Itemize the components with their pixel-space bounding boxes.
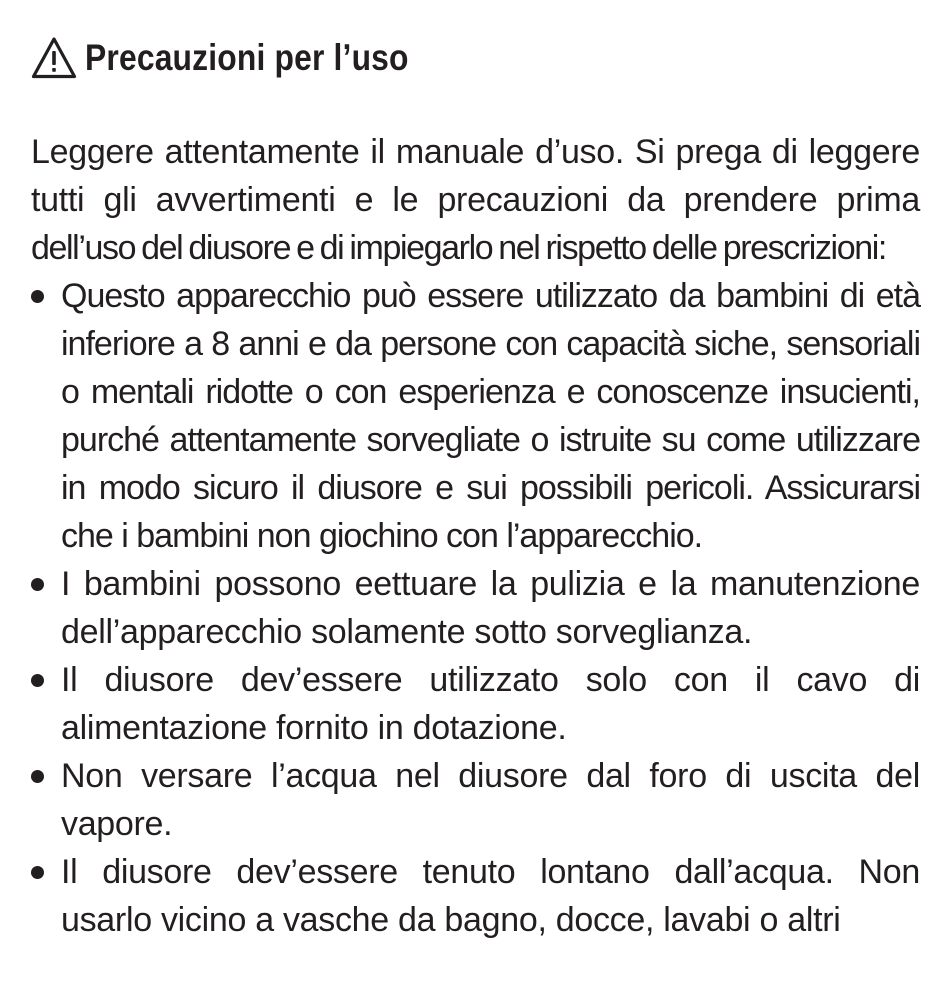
- bullet-icon: [31, 770, 44, 783]
- list-item-text: Questo apparecchio può essere utilizzato da bambini di età inferiore a 8 anni e da persone con capacità siche, sensoriali o mentali ridotte o con esperienza e conoscenze insucienti, purché attentamente sorvegliate o istruite su come utilizzare in modo sicuro il diusore e sui possibili pericoli. Assicurarsi che i bambini non giochino con l’apparecchio.: [61, 277, 920, 555]
- list-item: [31, 848, 920, 944]
- bullet-icon: [31, 578, 44, 591]
- warning-triangle-icon: [31, 36, 77, 80]
- precautions-list: [31, 272, 920, 944]
- list-item-text: Non versare l’acqua nel diusore dal foro di uscita del vapore.: [61, 757, 920, 843]
- section-heading: [31, 30, 920, 86]
- list-item: [31, 752, 920, 848]
- intro-paragraph: [31, 128, 920, 272]
- list-item-text: Il diusore dev’essere tenuto lontano dall’acqua. Non usarlo vicino a vasche da bagno, docce, lavabi o altri: [61, 853, 920, 939]
- document-page: [31, 30, 920, 944]
- bullet-icon: [31, 290, 44, 303]
- intro-text-condensed: dell’uso del diusore e di impiegarlo nel rispetto delle prescrizioni:: [31, 229, 886, 267]
- list-item-text: Il diusore dev’essere utilizzato solo con il cavo di alimentazione fornito in dotazione.: [61, 661, 920, 747]
- bullet-icon: [31, 674, 44, 687]
- list-item: [31, 560, 920, 656]
- section-title: Precauzioni per l’uso: [85, 37, 409, 78]
- bullet-icon: [31, 866, 44, 879]
- list-item-text: I bambini possono eettuare la pulizia e la manutenzione dell’apparecchio solamente sotto sorveglianza.: [61, 565, 920, 651]
- list-item: [31, 272, 920, 560]
- list-item: [31, 656, 920, 752]
- intro-text: Leggere attentamente il manuale d’uso. Si prega di leggere tutti gli avvertimenti e le precauzioni da prendere prima: [31, 133, 920, 219]
